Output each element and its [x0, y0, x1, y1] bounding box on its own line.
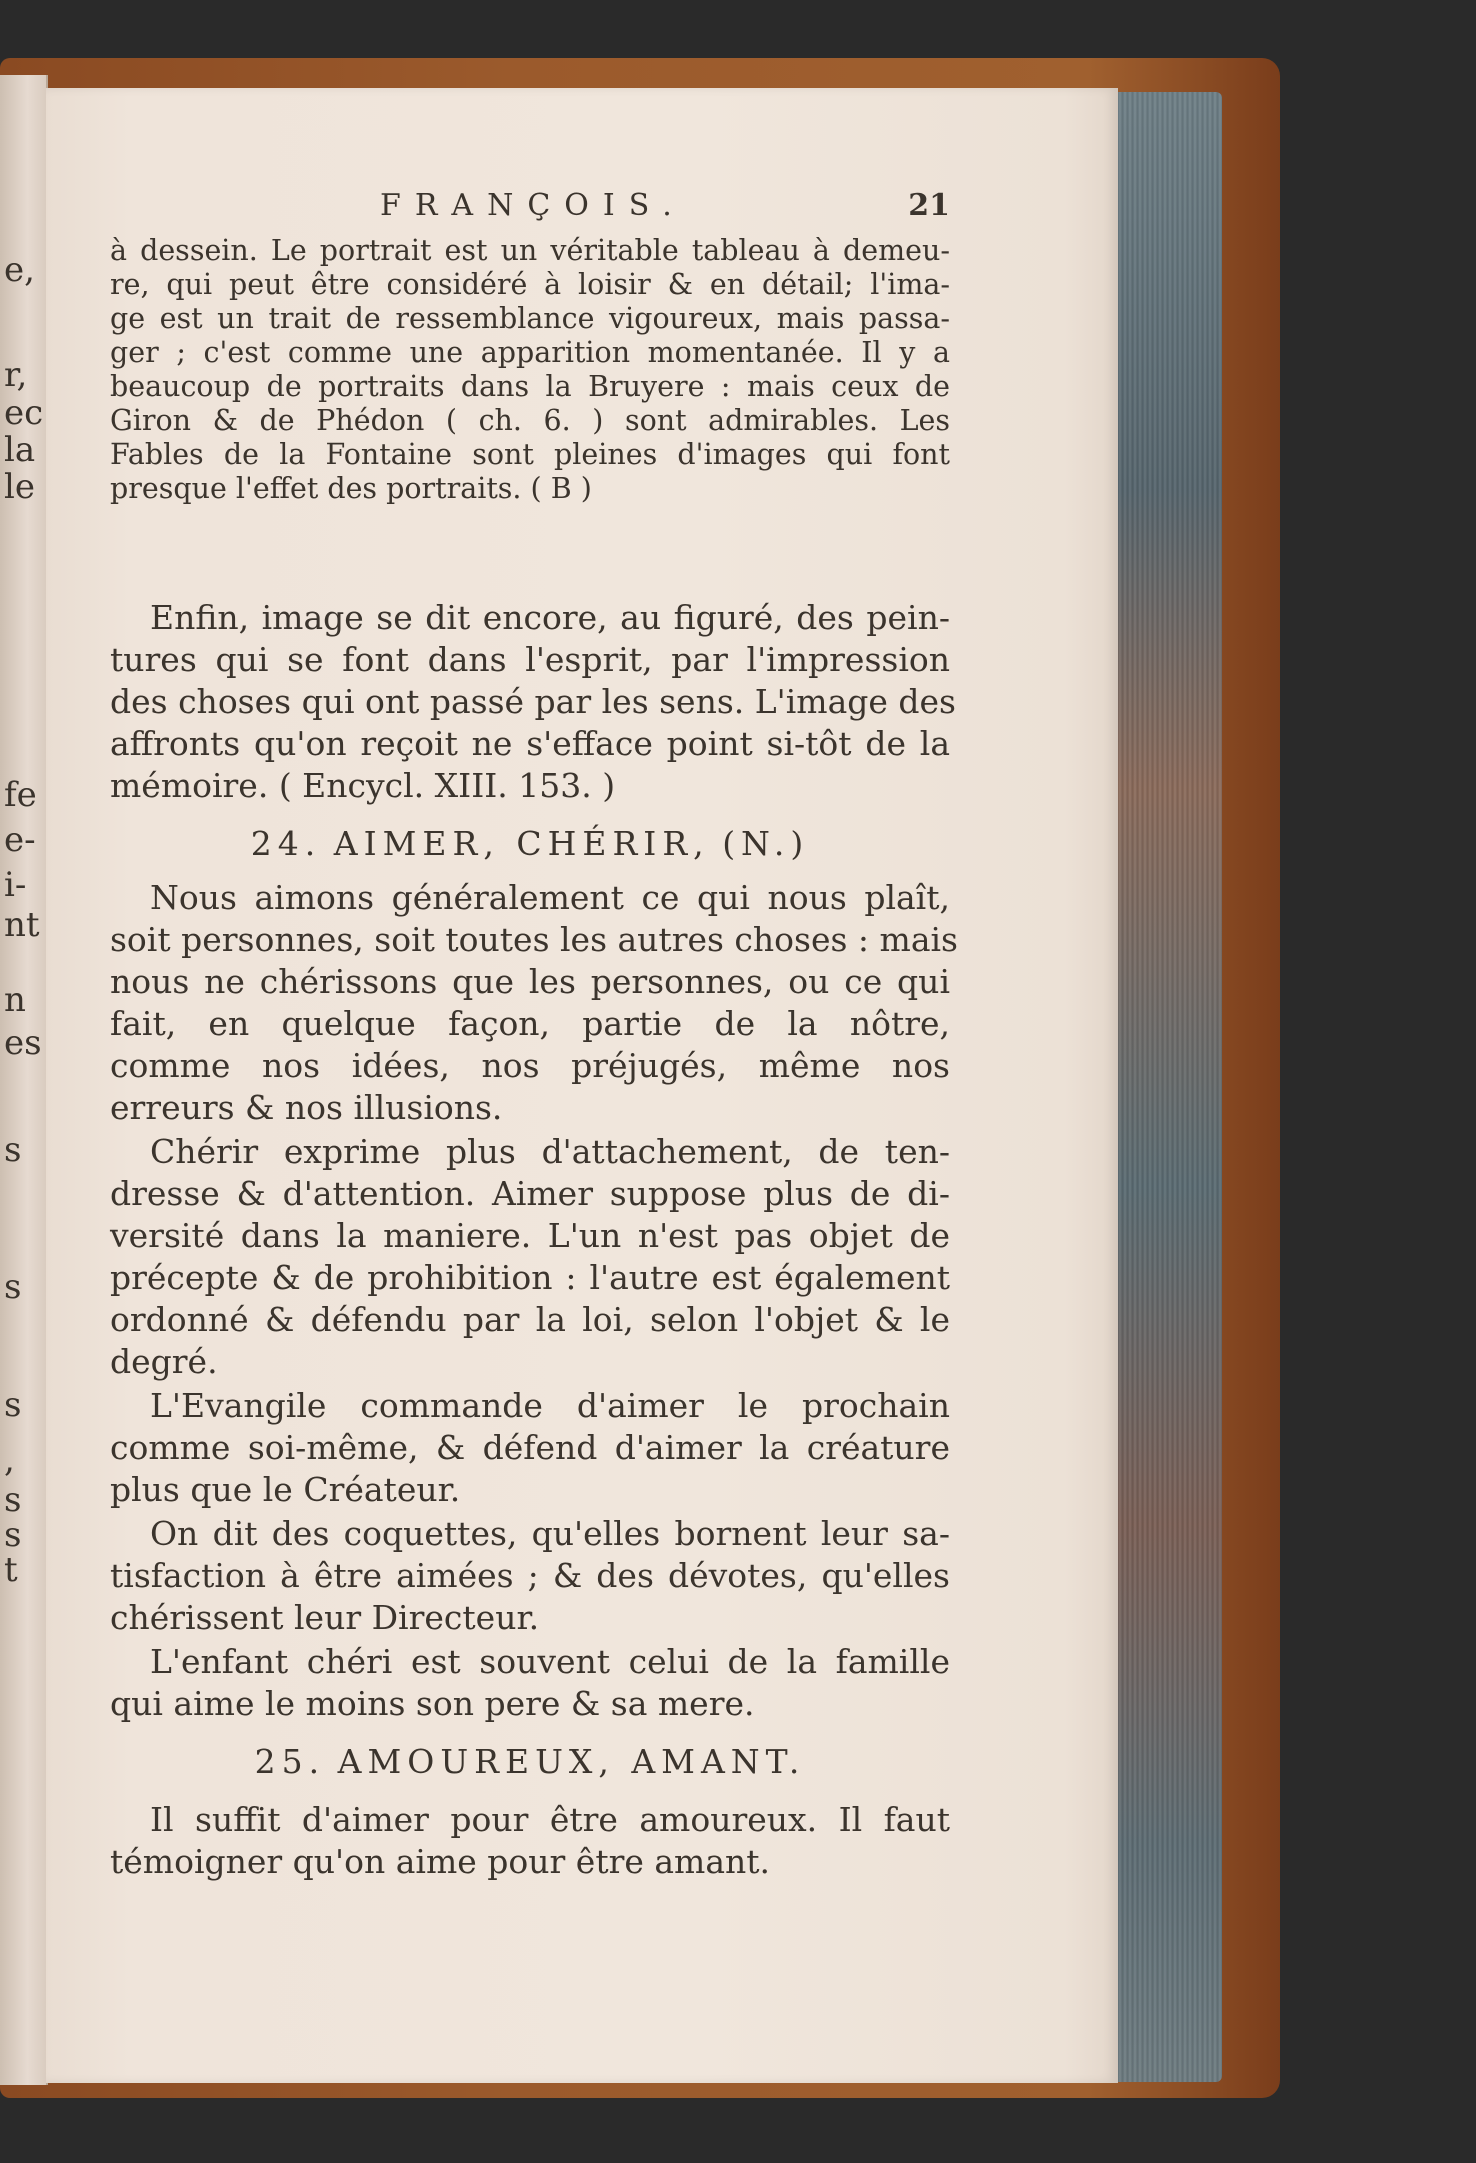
left-fragment: e-: [4, 820, 36, 860]
left-fragment: la: [4, 430, 36, 470]
text-line: à dessein. Le portrait est un véritable tableau à demeu-: [110, 234, 950, 267]
article-heading: [110, 824, 950, 863]
text-line: chérissent leur Directeur.: [110, 1598, 540, 1637]
left-fragment: s: [4, 1130, 22, 1170]
heading-number: 24.: [250, 824, 322, 863]
left-fragment: es: [4, 1023, 42, 1063]
text-line: mémoire. ( Encycl. XIII. 153. ): [110, 766, 616, 805]
text-line: L'Evangile commande d'aimer le prochain: [150, 1386, 950, 1425]
text-line: ge est un trait de ressemblance vigoureux, mais passa-: [110, 302, 950, 335]
left-fragment: le: [4, 467, 35, 507]
text-line: degré.: [110, 1342, 218, 1381]
text-line: versité dans la maniere. L'un n'est pas objet de: [110, 1216, 950, 1255]
book-page: [46, 88, 1118, 2083]
text-line: nous ne chérissons que les personnes, ou ce qui: [110, 962, 950, 1001]
text-line: ger ; c'est comme une apparition momentanée. Il y a: [110, 336, 950, 369]
text-line: presque l'effet des portraits. ( B ): [110, 472, 592, 505]
text-line: qui aime le moins son pere & sa mere.: [110, 1684, 755, 1723]
left-fragment: nt: [4, 905, 40, 945]
left-fragment: s: [4, 1480, 22, 1520]
left-fragment: e,: [4, 250, 35, 290]
text-line: plus que le Créateur.: [110, 1470, 461, 1509]
heading-words: AMOUREUX, AMANT.: [337, 1742, 806, 1781]
heading-note: (N.): [722, 824, 810, 863]
left-fragment: ec: [4, 393, 44, 433]
page-number: 21: [908, 188, 950, 223]
article-heading: [110, 1742, 950, 1781]
text-line: tisfaction à être aimées ; & des dévotes, qu'elles: [110, 1556, 950, 1595]
previous-page-sliver: [0, 75, 48, 2085]
text-line: des choses qui ont passé par les sens. L'image des: [110, 682, 956, 721]
left-fragment: s: [4, 1385, 22, 1425]
text-line: dresse & d'attention. Aimer suppose plus de di-: [110, 1174, 950, 1213]
text-line: Chérir exprime plus d'attachement, de ten-: [150, 1132, 950, 1171]
page-edges-marbled: [1104, 92, 1222, 2082]
text-line: L'enfant chéri est souvent celui de la famille: [150, 1642, 950, 1681]
text-line: précepte & de prohibition : l'autre est également: [110, 1258, 950, 1297]
text-line: beaucoup de portraits dans la Bruyere : mais ceux de: [110, 370, 950, 403]
text-line: Il suffit d'aimer pour être amoureux. Il faut: [150, 1800, 950, 1839]
heading-number: 25.: [254, 1742, 326, 1781]
text-line: affronts qu'on reçoit ne s'efface point si-tôt de la: [110, 724, 950, 763]
heading-words: AIMER, CHÉRIR,: [333, 824, 710, 863]
text-line: On dit des coquettes, qu'elles bornent leur sa-: [150, 1514, 950, 1553]
text-line: comme nos idées, nos préjugés, même nos: [110, 1046, 950, 1085]
text-line: Nous aimons généralement ce qui nous plaît,: [150, 878, 950, 917]
text-line: témoigner qu'on aime pour être amant.: [110, 1842, 771, 1881]
text-line: Fables de la Fontaine sont pleines d'images qui font: [110, 438, 950, 471]
left-fragment: fe: [4, 775, 37, 815]
text-line: erreurs & nos illusions.: [110, 1088, 503, 1127]
left-fragment: s: [4, 1515, 22, 1555]
left-fragment: s: [4, 1267, 22, 1307]
running-head: [110, 188, 950, 228]
text-line: ordonné & défendu par la loi, selon l'objet & le: [110, 1300, 950, 1339]
running-head-title: FRANÇOIS.: [380, 188, 686, 223]
text-line: comme soi-même, & défend d'aimer la créature: [110, 1428, 950, 1467]
left-fragment: i-: [4, 865, 27, 905]
text-line: Giron & de Phédon ( ch. 6. ) sont admirables. Les: [110, 404, 950, 437]
text-line: soit personnes, soit toutes les autres choses : mais: [110, 920, 958, 959]
text-line: fait, en quelque façon, partie de la nôtre,: [110, 1004, 950, 1043]
left-fragment: n: [4, 980, 26, 1020]
left-fragment: ,: [4, 1440, 15, 1480]
text-line: tures qui se font dans l'esprit, par l'impression: [110, 640, 950, 679]
left-fragment: t: [4, 1550, 18, 1590]
left-fragment: r,: [4, 355, 28, 395]
text-line: re, qui peut être considéré à loisir & en détail; l'ima-: [110, 268, 950, 301]
text-line: Enfin, image se dit encore, au figuré, des pein-: [150, 598, 950, 637]
